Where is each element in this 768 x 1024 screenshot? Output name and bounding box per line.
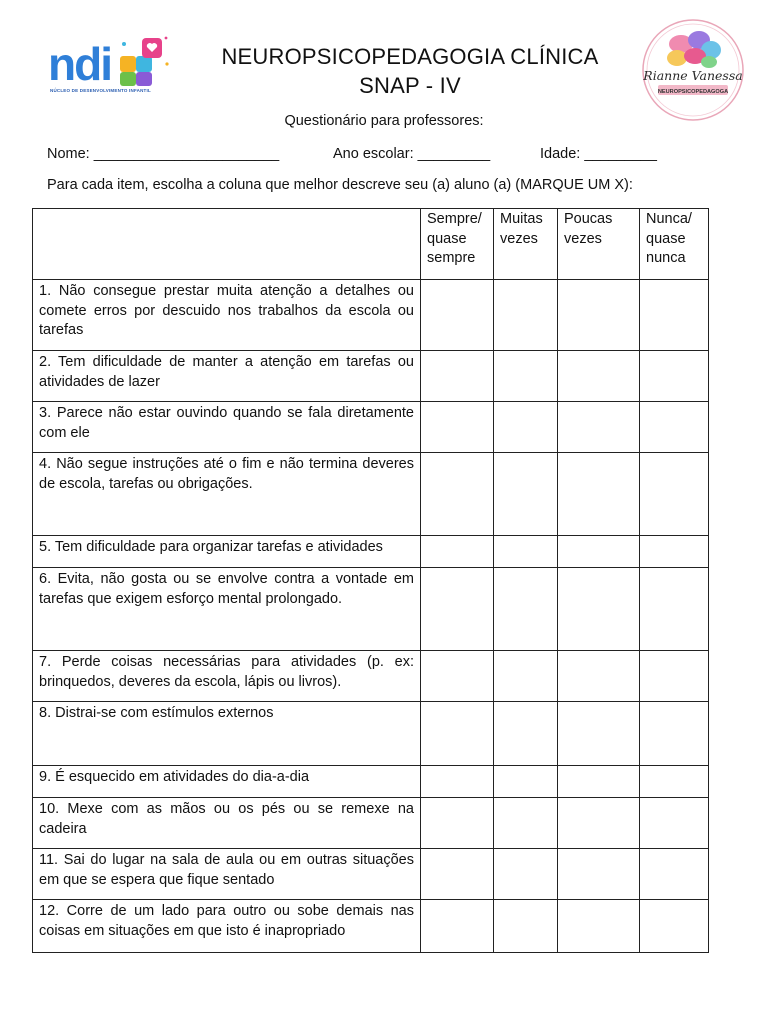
answer-cell-often[interactable] xyxy=(494,849,558,900)
answer-cell-always[interactable] xyxy=(421,453,494,536)
answer-cell-often[interactable] xyxy=(494,702,558,766)
item-text: 3. Parece não estar ouvindo quando se fala diretamente com ele xyxy=(33,402,421,453)
answer-cell-never[interactable] xyxy=(640,351,709,402)
table-header-row xyxy=(33,209,709,280)
header-text: Nunca/ xyxy=(646,211,692,227)
answer-cell-often[interactable] xyxy=(494,453,558,536)
title-line-2: SNAP - IV xyxy=(359,73,461,98)
column-header-often xyxy=(494,209,558,280)
answer-cell-always[interactable] xyxy=(421,849,494,900)
header-text: quase xyxy=(427,230,467,247)
header-text: Muitas xyxy=(500,211,543,227)
answer-cell-never[interactable] xyxy=(640,402,709,453)
table-row xyxy=(33,702,709,766)
item-text: 11. Sai do lugar na sala de aula ou em outras situações em que se espera que fique sentado xyxy=(33,849,421,900)
questionnaire-subtitle: Questionário para professores: xyxy=(284,113,484,129)
instructions: Para cada item, escolha a coluna que melhor descreve seu (a) aluno (a) (MARQUE UM X): xyxy=(47,177,633,193)
header-text: Poucas xyxy=(564,211,613,227)
answer-cell-never[interactable] xyxy=(640,798,709,849)
column-header-sometimes xyxy=(558,209,640,280)
answer-cell-always[interactable] xyxy=(421,568,494,651)
student-info-fields xyxy=(0,146,768,166)
answer-cell-often[interactable] xyxy=(494,402,558,453)
snap-iv-table xyxy=(32,208,709,953)
answer-cell-often[interactable] xyxy=(494,798,558,849)
name-field[interactable]: Nome: _______________________ xyxy=(47,146,280,162)
table-row xyxy=(33,849,709,900)
table-row xyxy=(33,766,709,798)
table-row xyxy=(33,900,709,953)
answer-cell-sometimes[interactable] xyxy=(558,651,640,702)
answer-cell-never[interactable] xyxy=(640,280,709,351)
answer-cell-sometimes[interactable] xyxy=(558,849,640,900)
answer-cell-never[interactable] xyxy=(640,849,709,900)
answer-cell-sometimes[interactable] xyxy=(558,568,640,651)
answer-cell-never[interactable] xyxy=(640,453,709,536)
answer-cell-always[interactable] xyxy=(421,280,494,351)
answer-cell-never[interactable] xyxy=(640,702,709,766)
answer-cell-sometimes[interactable] xyxy=(558,453,640,536)
table-row xyxy=(33,351,709,402)
header-text: nunca xyxy=(646,250,686,266)
answer-cell-sometimes[interactable] xyxy=(558,536,640,568)
answer-cell-often[interactable] xyxy=(494,351,558,402)
item-text: 8. Distrai-se com estímulos externos xyxy=(33,702,421,766)
item-text: 1. Não consegue prestar muita atenção a detalhes ou comete erros por descuido nos trabalhos da escola ou tarefas xyxy=(33,280,421,351)
answer-cell-always[interactable] xyxy=(421,702,494,766)
header-text: vezes xyxy=(564,230,602,247)
brain-icon xyxy=(641,18,745,122)
answer-cell-always[interactable] xyxy=(421,766,494,798)
item-text: 2. Tem dificuldade de manter a atenção em tarefas ou atividades de lazer xyxy=(33,351,421,402)
column-header-always xyxy=(421,209,494,280)
item-text: 6. Evita, não gosta ou se envolve contra a vontade em tarefas que exigem esforço mental prolongado. xyxy=(33,568,421,651)
table-row xyxy=(33,651,709,702)
answer-cell-sometimes[interactable] xyxy=(558,798,640,849)
answer-cell-sometimes[interactable] xyxy=(558,402,640,453)
grade-field[interactable]: Ano escolar: _________ xyxy=(333,146,491,162)
item-text: 10. Mexe com as mãos ou os pés ou se remexe na cadeira xyxy=(33,798,421,849)
header-text: Sempre/ xyxy=(427,211,482,227)
document-title xyxy=(180,42,640,100)
answer-cell-sometimes[interactable] xyxy=(558,280,640,351)
answer-cell-always[interactable] xyxy=(421,402,494,453)
answer-cell-never[interactable] xyxy=(640,536,709,568)
table-row xyxy=(33,280,709,351)
answer-cell-never[interactable] xyxy=(640,651,709,702)
item-text: 9. É esquecido em atividades do dia-a-dia xyxy=(33,766,421,798)
answer-cell-often[interactable] xyxy=(494,766,558,798)
answer-cell-always[interactable] xyxy=(421,351,494,402)
answer-cell-often[interactable] xyxy=(494,651,558,702)
logo-name: Rianne Vanessa xyxy=(643,68,743,83)
svg-text:ndi: ndi xyxy=(48,38,111,90)
header-text: vezes xyxy=(500,230,538,247)
answer-cell-always[interactable] xyxy=(421,651,494,702)
answer-cell-always[interactable] xyxy=(421,798,494,849)
table-row xyxy=(33,402,709,453)
column-header-never xyxy=(640,209,709,280)
answer-cell-never[interactable] xyxy=(640,766,709,798)
item-text: 5. Tem dificuldade para organizar tarefas e atividades xyxy=(33,536,421,568)
answer-cell-often[interactable] xyxy=(494,280,558,351)
rianne-vanessa-logo xyxy=(641,18,745,122)
answer-cell-always[interactable] xyxy=(421,900,494,953)
answer-cell-sometimes[interactable] xyxy=(558,351,640,402)
answer-cell-never[interactable] xyxy=(640,568,709,651)
answer-cell-often[interactable] xyxy=(494,536,558,568)
table-row xyxy=(33,568,709,651)
answer-cell-never[interactable] xyxy=(640,900,709,953)
answer-cell-always[interactable] xyxy=(421,536,494,568)
title-line-1: NEUROPSICOPEDAGOGIA CLÍNICA xyxy=(221,44,599,69)
table-row xyxy=(33,798,709,849)
logo-tagline: NEUROPSICOPEDAGOGA xyxy=(657,89,729,95)
answer-cell-sometimes[interactable] xyxy=(558,702,640,766)
age-field[interactable]: Idade: _________ xyxy=(540,146,657,162)
header-text: sempre xyxy=(427,250,476,266)
answer-cell-sometimes[interactable] xyxy=(558,900,640,953)
answer-cell-often[interactable] xyxy=(494,568,558,651)
table-row xyxy=(33,453,709,536)
table-row xyxy=(33,536,709,568)
item-column-header xyxy=(33,209,421,280)
answer-cell-often[interactable] xyxy=(494,900,558,953)
puzzle-heart-icon xyxy=(46,30,176,90)
header-text: quase xyxy=(646,230,686,247)
item-text: 7. Perde coisas necessárias para atividades (p. ex: brinquedos, deveres da escola, lápis ou livros). xyxy=(33,651,421,702)
item-text: 4. Não segue instruções até o fim e não termina deveres de escola, tarefas ou obrigações. xyxy=(33,453,421,536)
answer-cell-sometimes[interactable] xyxy=(558,766,640,798)
ndi-logo-caption: NÚCLEO DE DESENVOLVIMENTO INFANTIL xyxy=(50,88,151,93)
ndi-logo xyxy=(46,30,176,98)
item-text: 12. Corre de um lado para outro ou sobe demais nas coisas em situações em que isto é inapropriado xyxy=(33,900,421,953)
